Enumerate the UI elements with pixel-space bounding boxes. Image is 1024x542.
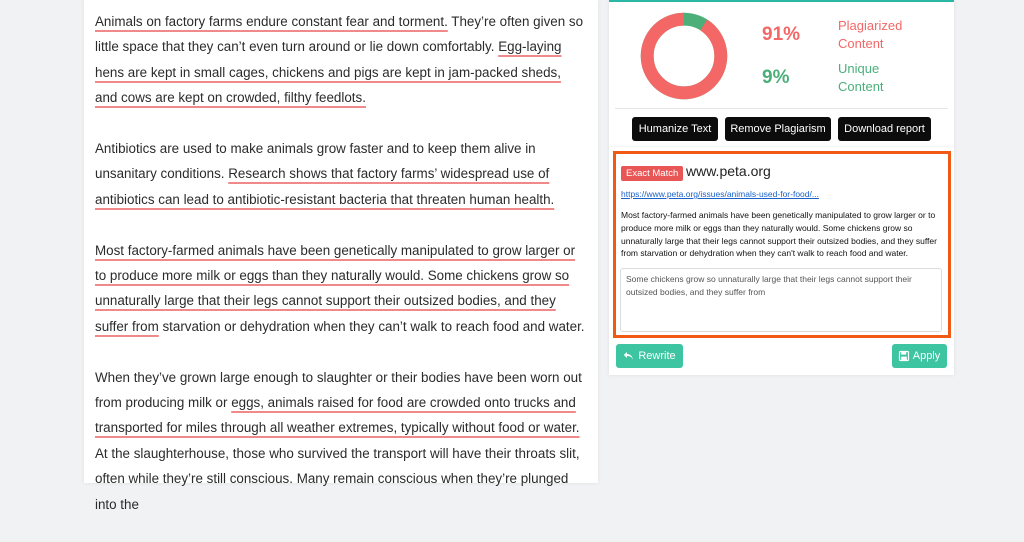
document-paragraph <box>95 365 585 517</box>
document-panel <box>84 0 598 512</box>
text-segment: They’re often given so little space that they can’t even turn around or lie down comfortably. <box>95 14 584 55</box>
document-body <box>95 9 585 542</box>
exact-match-badge: Exact Match <box>621 166 683 181</box>
rewrite-icon <box>623 351 634 361</box>
text-segment: When they’ve grown large enough to slaughter or their bodies have been worn out from producing milk or <box>95 369 582 411</box>
rewrite-button[interactable] <box>616 344 683 368</box>
humanize-text-button[interactable]: Humanize Text <box>632 117 718 141</box>
save-icon <box>899 351 909 361</box>
text-segment: At the slaughterhouse, those who survived the transport will have their throats slit, often while they’re still conscious. Many remain conscious when they’re plunged into the <box>95 445 580 512</box>
plagiarism-donut-chart <box>638 10 730 102</box>
unique-percent: 9% <box>762 67 790 88</box>
apply-label: Apply <box>912 350 941 362</box>
plagiarized-sentence[interactable]: Egg-laying hens are kept in small cages, chickens and pigs are kept in jam-packed sheds, and cows are kept on crowded, filthy feedlots. <box>95 39 562 106</box>
download-report-button[interactable]: Download report <box>838 117 931 141</box>
text-segment: Antibiotics are used to make animals grow faster and to keep them alive in unsanitary conditions. <box>95 141 536 182</box>
document-paragraph <box>95 136 585 212</box>
source-url-link[interactable]: https://www.peta.org/issues/animals-used-for-food/... <box>621 189 819 199</box>
divider <box>615 108 948 109</box>
plagiarized-segment <box>647 19 721 93</box>
remove-plagiarism-button[interactable]: Remove Plagiarism <box>725 117 831 141</box>
match-card <box>609 147 954 375</box>
text-segment: starvation or dehydration when they can’t walk to reach food and water. <box>158 318 585 334</box>
score-card <box>609 0 954 147</box>
matched-snippet: Some chickens grow so unnaturally large that their legs cannot support their outsized bodies, and they suffer from <box>620 268 942 332</box>
plagiarized-percent: 91% <box>762 24 801 45</box>
plagiarized-sentence[interactable]: eggs, animals raised for food are crowded onto trucks and transported for miles through all weather extremes, typically without food or water. <box>95 395 580 436</box>
document-paragraph <box>95 238 585 340</box>
source-text: Most factory-farmed animals have been genetically manipulated to grow larger or to produce more milk or eggs than they naturally would. Some chickens grow so unnaturally large that their legs cannot support their outsized bodies, and they suffer from starvation or dehydration when they can't walk to reach food and water. <box>621 210 937 259</box>
match-result[interactable] <box>613 151 951 338</box>
plagiarized-sentence[interactable]: Most factory-farmed animals have been genetically manipulated to grow larger or to produce more milk or eggs than they naturally would. Some chickens grow so unnaturally large that their legs cannot support their outsized bodies, and they suffer from <box>95 242 576 334</box>
unique-label: Unique Content <box>838 61 884 94</box>
plagiarized-label: Plagiarized Content <box>838 18 903 51</box>
rewrite-label: Rewrite <box>638 350 676 362</box>
apply-button[interactable] <box>892 344 947 368</box>
plagiarized-sentence[interactable]: Animals on factory farms endure constant fear and torment. <box>95 14 448 29</box>
match-domain: www.peta.org <box>686 163 771 179</box>
document-paragraph <box>95 9 585 111</box>
plagiarized-sentence[interactable]: Research shows that factory farms’ widespread use of antibiotics can lead to antibiotic-resistant bacteria that threaten human health. <box>95 166 555 207</box>
